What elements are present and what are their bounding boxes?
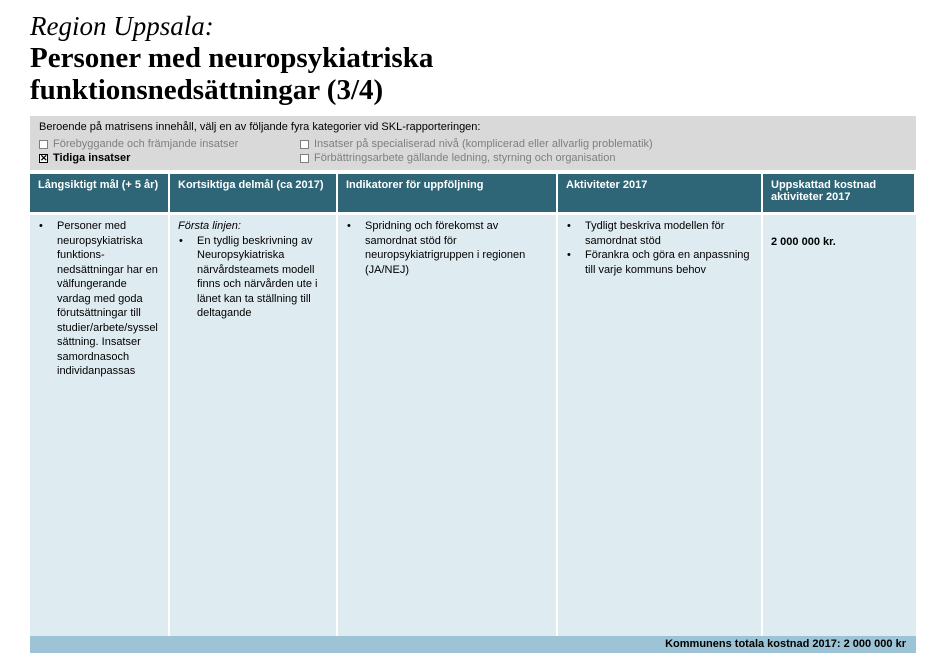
checkbox-checked-icon[interactable]: ✕	[40, 152, 48, 163]
checkbox-icon[interactable]	[300, 140, 309, 149]
cell-short-term-goals	[170, 212, 338, 636]
category-selector	[30, 116, 916, 170]
category-improvement[interactable]	[300, 152, 615, 164]
header-short-term-goals: Kortsiktiga delmål (ca 2017)	[170, 174, 338, 212]
cell-long-term-goal	[30, 212, 170, 636]
category-preventive[interactable]	[39, 138, 238, 150]
first-line-label: Första linjen:	[178, 220, 241, 232]
category-label: Tidiga insatser	[53, 152, 131, 164]
region-title: Region Uppsala:	[30, 11, 214, 41]
list-item: • Spridning och förekomst av samordnat stöd för neuropsykiatrigruppen i regionen (JA/NEJ)	[346, 219, 548, 277]
page-title-line-2: funktionsnedsättningar (3/4)	[30, 74, 384, 106]
header-activities: Aktiviteter 2017	[558, 174, 763, 212]
checkbox-icon[interactable]	[39, 140, 48, 149]
cost-value: 2 000 000 kr.	[771, 236, 836, 248]
page-title-line-1: Personer med neuropsykiatriska	[30, 42, 434, 74]
category-label: Insatser på specialiserad nivå (komplicerad eller allvarlig problematik)	[314, 138, 653, 150]
matrix-table	[30, 174, 916, 636]
list-item: • Tydligt beskriva modellen för samordnat stöd	[566, 219, 753, 248]
category-label: Förebyggande och främjande insatser	[53, 138, 239, 150]
category-label: Förbättringsarbete gällande ledning, styrning och organisation	[314, 152, 616, 164]
category-early-intervention[interactable]	[39, 152, 130, 164]
cell-activities	[558, 212, 763, 636]
cell-estimated-cost	[763, 212, 916, 636]
header-indicators: Indikatorer för uppföljning	[338, 174, 558, 212]
list-item: • En tydlig beskrivning av Neuropsykiatriska närvårdsteamets modell finns och närvården ute i länet kan ta ställning till deltagande	[178, 234, 328, 321]
list-item: • Personer med neuropsykiatriska funktions-nedsättningar har en välfungerande vardag med goda förutsättningar till studier/arbete/syssel sättning. Insatser samordnasoch individanpassas	[38, 219, 160, 379]
header-estimated-cost: Uppskattad kostnad aktiviteter 2017	[763, 174, 916, 212]
total-cost-footer: Kommunens totala kostnad 2017: 2 000 000 kr	[30, 636, 916, 653]
list-item: • Förankra och göra en anpassning till varje kommuns behov	[566, 248, 753, 277]
header-long-term-goal: Långsiktigt mål (+ 5 år)	[30, 174, 170, 212]
category-specialized[interactable]	[300, 138, 653, 150]
category-intro: Beroende på matrisens innehåll, välj en av följande fyra kategorier vid SKL-rapporteringen:	[39, 121, 481, 133]
checkbox-icon[interactable]	[300, 154, 309, 163]
cell-indicators	[338, 212, 558, 636]
title-block	[30, 10, 433, 106]
